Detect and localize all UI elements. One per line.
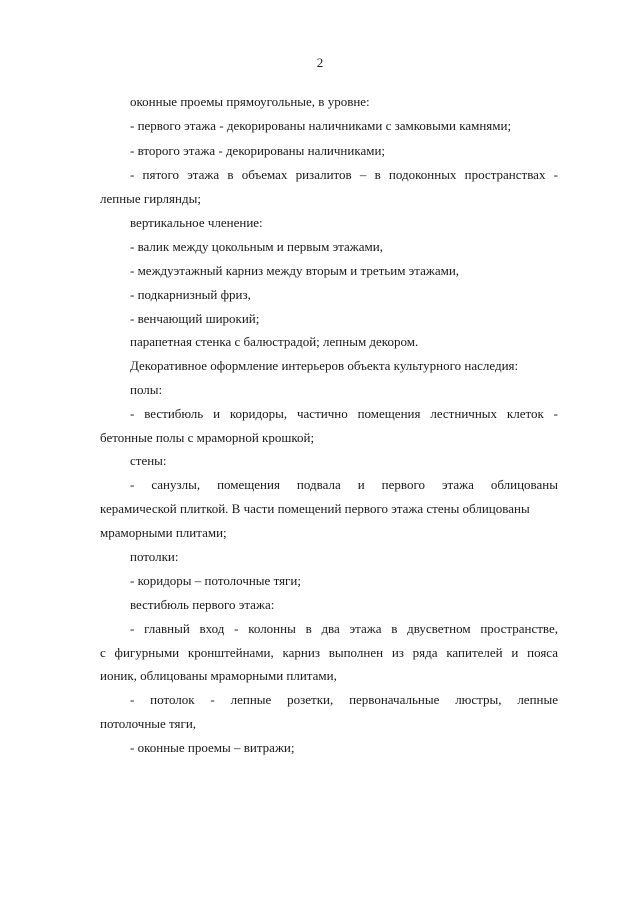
text-line: с фигурными кронштейнами, карниз выполнен из ряда капителей и пояса bbox=[100, 645, 558, 660]
text-line: мраморными плитами; bbox=[100, 525, 227, 540]
text-line: - валик между цокольным и первым этажами, bbox=[130, 239, 383, 254]
text-line: стены: bbox=[130, 453, 167, 468]
text-line: Декоративное оформление интерьеров объекта культурного наследия: bbox=[130, 358, 519, 373]
text-line: потолки: bbox=[130, 549, 179, 564]
text-line: - главный вход - колонны в два этажа в двусветном пространстве, bbox=[130, 621, 558, 636]
text-line: - вестибюль и коридоры, частично помещения лестничных клеток - bbox=[130, 406, 558, 421]
text-line: ионик, облицованы мраморными плитами, bbox=[100, 668, 337, 683]
text-line: - оконные проемы – витражи; bbox=[130, 740, 295, 755]
text-line: - санузлы, помещения подвала и первого этажа облицованы bbox=[130, 477, 558, 492]
text-line: - подкарнизный фриз, bbox=[130, 287, 251, 302]
text-line: парапетная стенка с балюстрадой; лепным декором. bbox=[130, 334, 419, 349]
text-line: лепные гирлянды; bbox=[100, 191, 201, 206]
text-line: - пятого этажа в объемах ризалитов – в подоконных пространствах - bbox=[130, 167, 558, 182]
text-line: - коридоры – потолочные тяги; bbox=[130, 573, 301, 588]
text-line: потолочные тяги, bbox=[100, 716, 197, 731]
text-line: вестибюль первого этажа: bbox=[130, 597, 275, 612]
text-line: бетонные полы с мраморной крошкой; bbox=[100, 430, 315, 445]
text-line: - междуэтажный карниз между вторым и третьим этажами, bbox=[130, 263, 460, 278]
text-line: оконные проемы прямоугольные, в уровне: bbox=[130, 94, 370, 109]
page-number: 2 bbox=[316, 55, 324, 70]
text-line: - второго этажа - декорированы наличниками; bbox=[130, 143, 386, 158]
text-line: - венчающий широкий; bbox=[130, 311, 260, 326]
text-line: - первого этажа - декорированы наличниками с замковыми камнями; bbox=[130, 118, 512, 133]
text-line: полы: bbox=[130, 382, 163, 397]
text-line: керамической плиткой. В части помещений первого этажа стены облицованы bbox=[100, 501, 530, 516]
text-line: вертикальное членение: bbox=[130, 215, 263, 230]
text-line: - потолок - лепные розетки, первоначальные люстры, лепные bbox=[130, 692, 558, 707]
